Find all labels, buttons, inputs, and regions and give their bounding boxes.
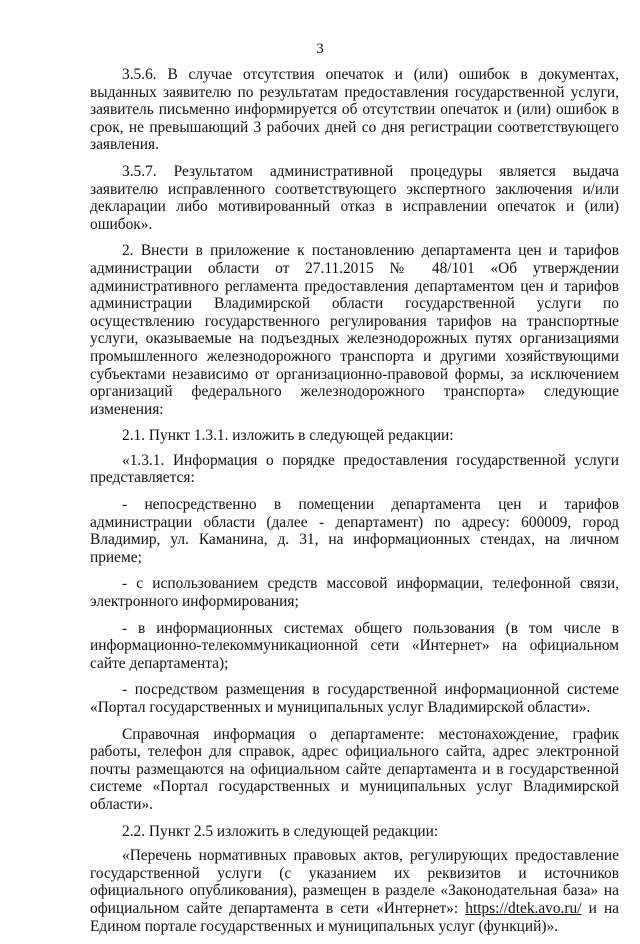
paragraph-2-2: 2.2. Пункт 2.5 изложить в следующей редакции: bbox=[122, 822, 439, 840]
paragraph-2-5-lead: «Перечень нормативных правовых актов, регулирующих предоставление государственной услуги (с указанием их реквизитов и источников официального опубликования), размещен в разделе «Законодательная база» на официальном сайте департамента в сети «Интернет»: bbox=[90, 847, 619, 917]
page-number: 3 bbox=[316, 41, 324, 57]
list-item-in-person: - непосредственно в помещении департамента цен и тарифов администрации области (далее - департамент) по адресу: 600009, город Владимир, ул. Каманина, д. 31, на информационных стендах, на личном приеме; bbox=[90, 496, 619, 566]
paragraph-2-5-text bbox=[90, 847, 619, 935]
website-link[interactable]: https://dtek.avo.ru/ bbox=[465, 899, 582, 917]
paragraph-1-3-1: «1.3.1. Информация о порядке предоставления государственной услуги представляется: bbox=[90, 451, 619, 487]
list-item-internet: - в информационных системах общего пользования (в том числе в информационно-телекоммуникационной сети «Интернет» на официальном сайте департамента); bbox=[90, 619, 619, 672]
list-item-mass-media: - с использованием средств массовой информации, телефонной связи, электронного информирования; bbox=[90, 575, 619, 611]
paragraph-3-5-6: 3.5.6. В случае отсутствия опечаток и (или) ошибок в документах, выданных заявителю по результатам предоставления государственной услуги, заявитель письменно информируется об отсутствии опечаток и (или) ошибок в срок, не превышающий 3 рабочих дней со дня регистрации соответствующего заявления. bbox=[90, 66, 619, 154]
paragraph-2-5-tail: и на Едином портале государственных и муниципальных услуг (функций)». bbox=[90, 899, 620, 935]
list-item-portal: - посредством размещения в государственной информационной системе «Портал государственных и муниципальных услуг Владимирской области». bbox=[90, 681, 619, 716]
document-body bbox=[90, 66, 619, 944]
paragraph-2-1: 2.1. Пункт 1.3.1. изложить в следующей редакции: bbox=[122, 427, 454, 445]
paragraph-reference-info: Справочная информация о департаменте: местонахождение, график работы, телефон для справок, адрес официального сайта, адрес электронной почты размещаются на официальном сайте департамента и в государственной системе «Портал государственных и муниципальных услуг Владимирской области». bbox=[90, 725, 619, 813]
paragraph-amendment-2: 2. Внести в приложение к постановлению департамента цен и тарифов администрации области от 27.11.2015 № 48/101 «Об утверждении административного регламента предоставления департаментом цен и тарифов администрации Владимирской области государственной услуги по осуществлению государственного регулирования тарифов на транспортные услуги, оказываемые на подъездных железнодорожных путях организациями промышленного железнодорожного транспорта и другими хозяйствующими субъектами независимо от организационно-правовой формы, за исключением организаций федерального железнодорожного транспорта» следующие изменения: bbox=[90, 242, 619, 418]
paragraph-3-5-7: 3.5.7. Результатом административной процедуры является выдача заявителю исправленного соответствующего экспертного заключения и/или декларации либо мотивированный отказ в исправлении опечаток и (или) ошибок». bbox=[90, 162, 619, 233]
